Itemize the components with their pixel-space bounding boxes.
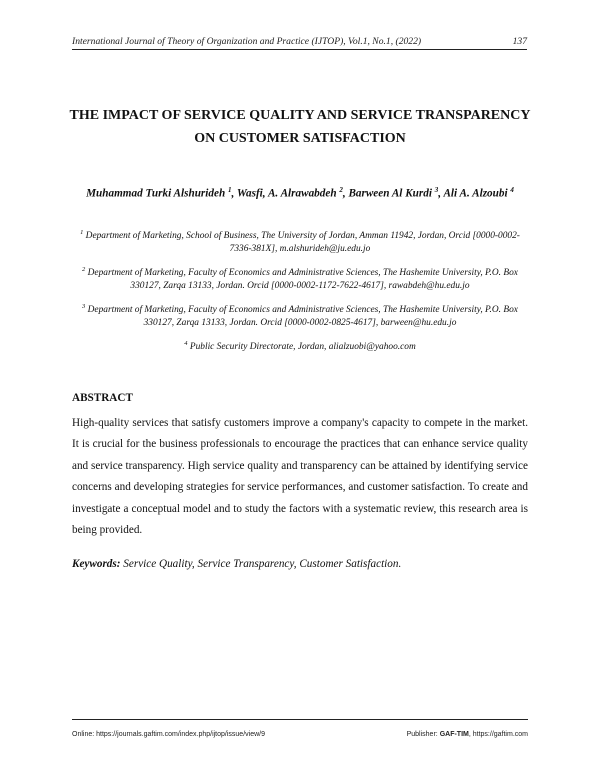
affiliation-text: Department of Marketing, School of Business, The University of Jordan, Amman 11942, Jordan, Orcid [0000-0002-7336-381X], m.alshurideh@ju.edu.jo [85,231,520,255]
affiliation-superscript: 2 [82,266,86,274]
affiliation-item [72,263,528,293]
affiliation-text: Department of Marketing, Faculty of Economics and Administrative Sciences, The Hashemite University, P.O. Box 330127, Zarqa 13133, Jordan. Orcid [0000-0002-1172-7622-4617], rawabdeh@hu.edu.jo [87,268,518,292]
paper-title [60,104,540,150]
author-name: Ali A. Alzoubi [443,187,508,200]
keywords [72,558,528,570]
publisher-info [407,731,528,738]
abstract-body: High-quality services that satisfy customers improve a company's capacity to compete in the market. It is crucial for the business professionals to encourage the practices that can enhance service quality and service transparency. High service quality and transparency can be attained by identifying service concerns and developing strategies for service performances, and customer satisfaction. To create and investigate a conceptual model and to study the factors with a systematic review, this research area is being provided. [72,417,528,537]
affiliation-superscript: 1 [80,229,84,236]
author-name: Barween Al Kurdi [348,187,432,200]
abstract-heading: ABSTRACT [72,392,133,404]
affiliations [72,226,528,362]
author-list: Muhammad Turki Alshurideh $^1$, Wasfi, A. Alrawabdeh $^2$, Barween Al Kurdi $^3$, Ali A. Alzoubi $^4$ [86,186,514,200]
publisher-name: GAF-TIM [439,731,469,738]
page-number: 137 [512,36,527,47]
affiliation-item [72,226,528,256]
author-name: Muhammad Turki Alshurideh [86,187,226,200]
journal-citation: International Journal of Theory of Organization and Practice (IJTOP), Vol.1, No.1, (2022) [72,36,422,47]
author-name: Wasfi, A. Alrawabdeh [236,187,337,200]
author-superscript: 3 [434,186,439,194]
affiliation-superscript: 3 [82,303,86,311]
keywords-text: Service Quality, Service Transparency, Customer Satisfaction. [123,558,402,570]
affiliation-text: Public Security Directorate, Jordan, alialzuobi@yahoo.com [189,342,416,353]
author-superscript: 2 [339,186,343,194]
running-header [72,36,527,50]
author-superscript: 4 [510,186,514,194]
affiliation-item [72,300,528,330]
affiliation-superscript: 4 [184,340,188,348]
publisher-link[interactable]: , https://gaftim.com [468,731,528,738]
author-superscript: 1 [227,186,232,194]
keywords-label: Keywords: [72,558,121,570]
title-line-2: ON CUSTOMER SATISFACTION [194,131,406,146]
affiliation-item [72,337,528,354]
publisher-label: Publisher: [406,731,438,738]
online-link[interactable]: Online: https://journals.gaftim.com/index.php/ijtop/issue/view/9 [72,731,265,738]
affiliation-text: Department of Marketing, Faculty of Economics and Administrative Sciences, The Hashemite University, P.O. Box 330127, Zarqa 13133, Jordan. Orcid [0000-0002-0825-4617], barween@hu.edu.jo [87,305,518,329]
title-line-1: THE IMPACT OF SERVICE QUALITY AND SERVICE TRANSPARENCY [69,108,531,123]
page-footer [72,719,528,738]
